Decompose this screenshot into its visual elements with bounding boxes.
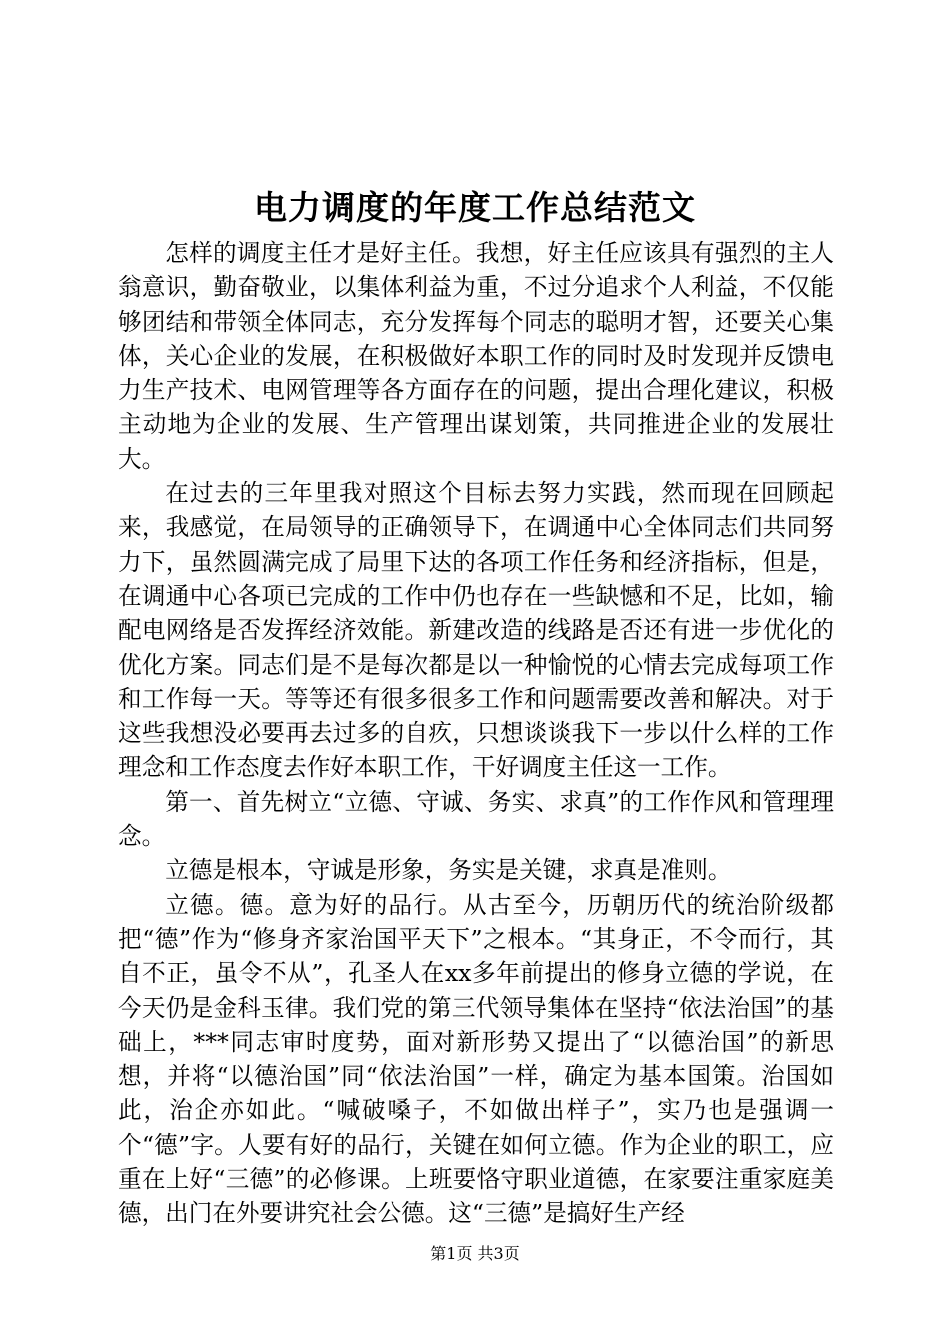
paragraph: 第一、首先树立“立德、守诚、务实、求真”的工作作风和管理理念。	[118, 787, 834, 851]
document-body	[118, 236, 834, 1231]
paragraph: 立德是根本，守诚是形象，务实是关键，求真是准则。	[165, 856, 732, 885]
paragraph: 怎样的调度主任才是好主任。我想，好主任应该具有强烈的主人翁意识，勤奋敬业，以集体利益为重，不过分追求个人利益，不仅能够团结和带领全体同志，充分发挥每个同志的聪明才智，还要关心集体，关心企业的发展，在积极做好本职工作的同时及时发现并反馈电力生产技术、电网管理等各方面存在的问题，提出合理化建议，积极主动地为企业的发展、生产管理出谋划策，共同推进企业的发展壮大。	[118, 239, 834, 473]
paragraph: 在过去的三年里我对照这个目标去努力实践，然而现在回顾起来，我感觉，在局领导的正确领导下，在调通中心全体同志们共同努力下，虽然圆满完成了局里下达的各项工作任务和经济指标，但是，在调通中心各项已完成的工作中仍也存在一些缺憾和不足，比如，输配电网络是否发挥经济效能。新建改造的线路是否还有进一步优化的优化方案。同志们是不是每次都是以一种愉悦的心情去完成每项工作和工作每一天。等等还有很多很多工作和问题需要改善和解决。对于这些我想没必要再去过多的自疚，只想谈谈我下一步以什么样的工作理念和工作态度去作好本职工作，干好调度主任这一工作。	[118, 479, 834, 782]
document-title: 电力调度的年度工作总结范文	[254, 188, 696, 227]
page-footer: 第1页 共3页	[430, 1244, 520, 1263]
paragraph: 立德。德。意为好的品行。从古至今，历朝历代的统治阶级都把“德”作为“修身齐家治国平天下”之根本。“其身正，不令而行，其自不正，虽令不从”，孔圣人在xx多年前提出的修身立德的学说，在今天仍是金科玉律。我们党的第三代领导集体在坚持“依法治国”的基础上，***同志审时度势，面对新形势又提出了“以德治国”的新思想，并将“以德治国”同“依法治国”一样，确定为基本国策。治国如此，治企亦如此。“喊破嗓子，不如做出样子”，实乃也是强调一个“德”字。人要有好的品行，关键在如何立德。作为企业的职工，应重在上好“三德”的必修课。上班要恪守职业道德，在家要注重家庭美德，出门在外要讲究社会公德。这“三德”是搞好生产经	[118, 890, 834, 1228]
